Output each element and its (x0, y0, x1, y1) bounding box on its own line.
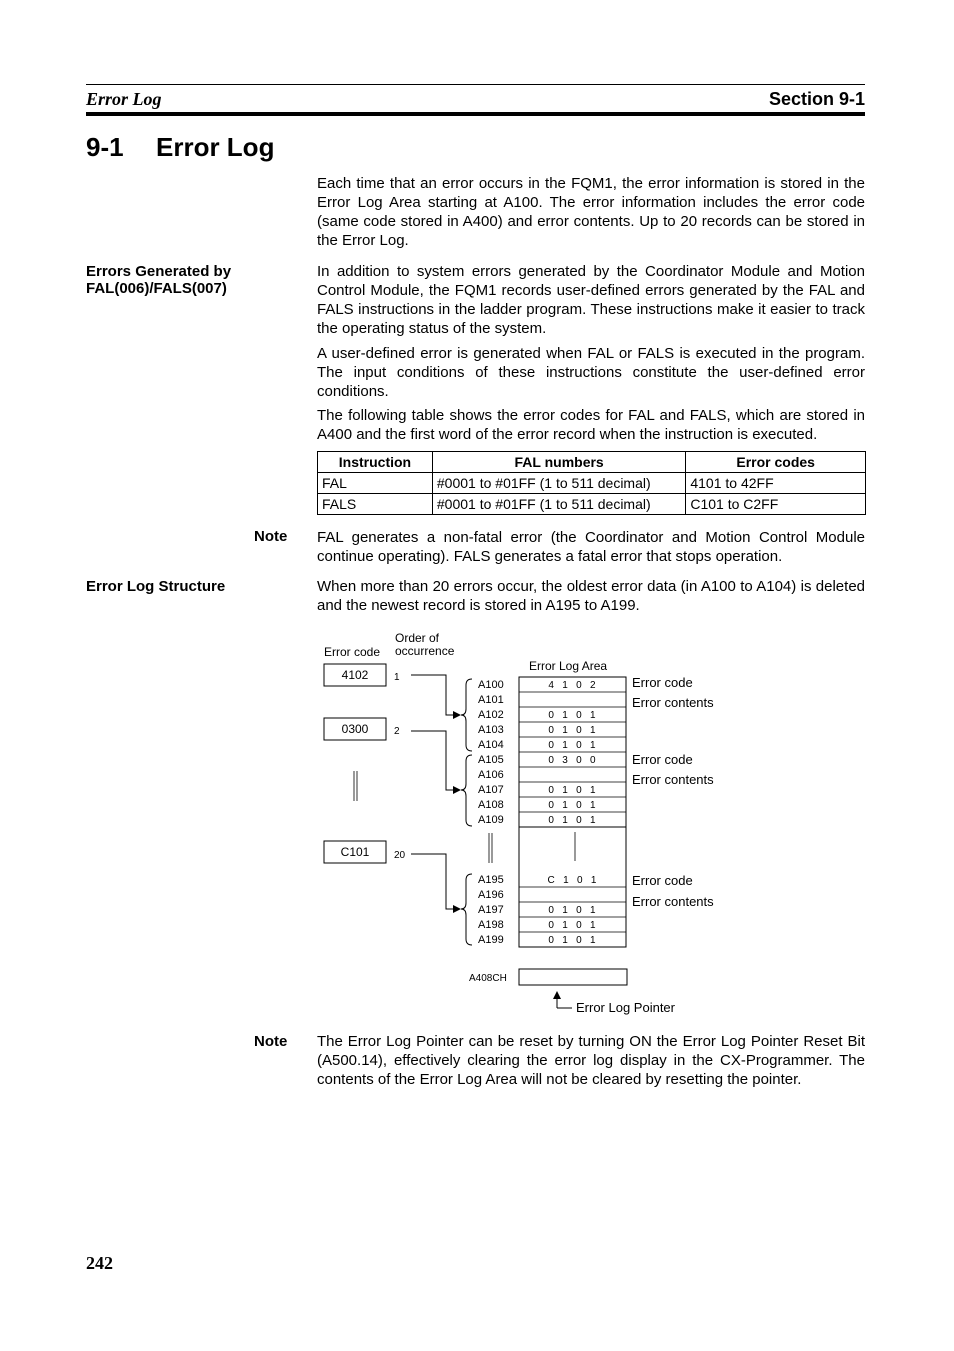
memory-address: A106 (478, 769, 504, 781)
order-number: 1 (394, 672, 400, 683)
note-2-text: The Error Log Pointer can be reset by turning ON the Error Log Pointer Reset Bit (A500.14), effectively clearing the error log display in the CX-Programmer. The contents of the Error Log Area will not be cleared by resetting the pointer. (317, 1033, 865, 1088)
memory-address: A198 (478, 919, 504, 931)
label-error-contents: Error contents (632, 894, 714, 909)
table-cell: C101 to C2FF (686, 494, 866, 515)
label-error-code: Error code (632, 675, 693, 690)
memory-word-value: 0 1 0 1 (548, 920, 596, 931)
label-error-code: Error code (632, 873, 693, 888)
memory-address: A102 (478, 709, 504, 721)
memory-address: A101 (478, 694, 504, 706)
table-header-cell: FAL numbers (432, 452, 685, 473)
error-code-value: 4102 (341, 668, 369, 682)
arrow-record-20 (411, 854, 460, 909)
note-label: Note (254, 1033, 288, 1050)
running-header-section: Section 9-1 (768, 89, 865, 109)
memory-word-value: 0 3 0 0 (548, 755, 596, 766)
memory-address: A103 (478, 724, 504, 736)
note-label: Note (254, 528, 288, 545)
order-label-line2: occurrence (395, 644, 455, 658)
order-number: 20 (394, 850, 406, 861)
page-number: 242 (86, 1253, 113, 1273)
error-log-area-label: Error Log Area (529, 659, 608, 673)
table-cell: #0001 to #01FF (1 to 511 decimal) (432, 494, 685, 515)
note-1-text: FAL generates a non-fatal error (the Coordinator and Motion Control Module continue operating). FALS generates a fatal error that stops operation. (317, 529, 865, 565)
memory-address: A109 (478, 814, 504, 826)
label-error-contents: Error contents (632, 695, 714, 710)
memory-word-value: 0 1 0 1 (548, 785, 596, 796)
memory-address: A104 (478, 739, 504, 751)
intro-paragraph: Each time that an error occurs in the FQM1, the error information is stored in the Error Log Area starting at A100. The error information includes the error code (same code stored in A400) and error contents. Up to 20 records can be stored in the Error Log. (317, 175, 865, 249)
table-header-cell: Instruction (318, 452, 433, 473)
fal-paragraph-3: The following table shows the error codes for FAL and FALS, which are stored in A400 and the first word of the error record when the instruction is executed. (317, 407, 865, 443)
memory-word-value: 4 1 0 2 (548, 680, 596, 691)
memory-word-value: C 1 0 1 (547, 875, 597, 886)
arrow-record-2 (411, 731, 460, 790)
table-header-cell: Error codes (686, 452, 866, 473)
memory-word-value: 0 1 0 1 (548, 710, 596, 721)
table-cell: FAL (318, 473, 433, 494)
label-error-contents: Error contents (632, 772, 714, 787)
arrow-record-1 (411, 675, 460, 715)
order-number: 2 (394, 726, 400, 737)
memory-address: A199 (478, 934, 504, 946)
memory-address: A100 (478, 679, 504, 691)
running-header-title: Error Log (86, 89, 162, 109)
memory-word-value: 0 1 0 1 (548, 935, 596, 946)
section-title-text: Error Log (156, 132, 275, 162)
pointer-register-box (519, 969, 627, 985)
memory-address: A195 (478, 874, 504, 886)
memory-address: A196 (478, 889, 504, 901)
memory-block-a195-a199 (478, 827, 626, 947)
brace (461, 874, 472, 945)
error-code-column-label: Error code (324, 645, 381, 659)
pointer-address: A408CH (469, 973, 507, 984)
brace (461, 679, 472, 751)
memory-address: A108 (478, 799, 504, 811)
error-code-value: 0300 (341, 722, 369, 736)
connector-arrows (411, 675, 472, 945)
label-error-code: Error code (632, 752, 693, 767)
fal-paragraph-1: In addition to system errors generated by the Coordinator Module and Motion Control Module, the FQM1 records user-defined errors generated by the FAL and FALS instructions in the ladder program. These instructions make it easier to track the operating status of the system. (317, 263, 865, 337)
section-number: 9-1 (86, 132, 124, 162)
error-code-boxes (324, 664, 575, 863)
structure-paragraph: When more than 20 errors occur, the oldest error data (in A100 to A104) is deleted and the newest record is stored in A195 to A199. (317, 578, 865, 614)
pointer-label: Error Log Pointer (576, 1000, 675, 1015)
memory-address: A107 (478, 784, 504, 796)
table-cell: 4101 to 42FF (686, 473, 866, 494)
brace (461, 755, 472, 826)
order-label-line1: Order of (395, 631, 440, 645)
table-cell: FALS (318, 494, 433, 515)
table-cell: #0001 to #01FF (1 to 511 decimal) (432, 473, 685, 494)
memory-address: A197 (478, 904, 504, 916)
memory-word-value: 0 1 0 1 (548, 905, 596, 916)
memory-word-value: 0 1 0 1 (548, 740, 596, 751)
memory-address: A105 (478, 754, 504, 766)
memory-word-value: 0 1 0 1 (548, 800, 596, 811)
structure-heading: Error Log Structure (86, 578, 226, 595)
fal-paragraph-2: A user-defined error is generated when FAL or FALS is executed in the program. The input conditions of these instructions constitute the user-defined error conditions. (317, 345, 865, 400)
error-log-pointer (469, 969, 676, 1015)
memory-block-a100-a109 (478, 677, 626, 827)
error-code-value: C101 (340, 845, 370, 859)
memory-word-value: 0 1 0 1 (548, 815, 596, 826)
memory-word-value: 0 1 0 1 (548, 725, 596, 736)
fal-heading: Errors Generated by FAL(006)/FALS(007) (86, 263, 232, 297)
